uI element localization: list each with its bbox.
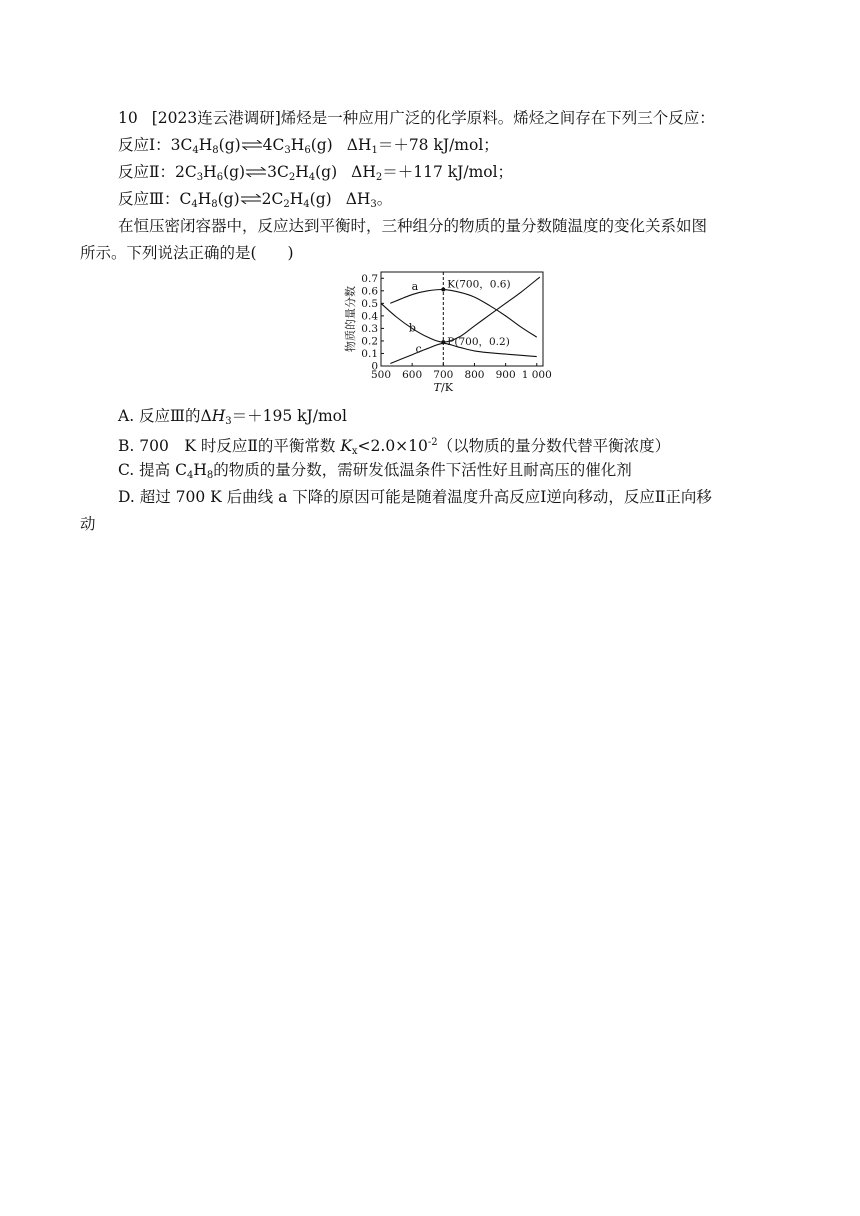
eq-sub: 6 [216, 172, 224, 183]
delta-h-value: ＝＋78 kJ/mol； [377, 136, 499, 154]
y-tick-label: 0.6 [361, 285, 378, 298]
reaction-2 [118, 162, 513, 188]
eq-sub: 2 [283, 199, 290, 210]
eq-sub: 1 [371, 145, 378, 156]
eq-term: 4C [262, 136, 285, 154]
reaction-label: 反应Ⅲ： [118, 190, 180, 208]
eq-term: C [179, 190, 192, 208]
option-b-value: <2.0×10 [357, 437, 428, 455]
eq-sub: 4 [308, 172, 316, 183]
option-c-sub: 4 [186, 470, 194, 481]
question-description-line1: 在恒压密闭容器中，反应达到平衡时，三种组分的物质的量分数随温度的变化关系如图 [118, 217, 708, 235]
option-a-text: A. 反应Ⅲ的Δ [118, 407, 212, 425]
equilibrium-arrow-icon [241, 140, 263, 150]
question-source: [2023连云港调研] [151, 109, 281, 127]
option-c-text: C. 提高 C [118, 461, 187, 479]
option-b-note: （以物质的量分数代替平衡浓度） [437, 437, 671, 455]
series-a-label: a [411, 280, 419, 294]
option-a[interactable] [118, 406, 347, 432]
equilibrium-arrow-icon [240, 194, 262, 204]
eq-sub: 6 [304, 145, 311, 156]
eq-term: (g) [310, 136, 333, 154]
eq-term: 3C [170, 136, 193, 154]
question-header [118, 108, 715, 128]
reaction-label: 反应Ⅱ： [118, 163, 176, 181]
delta-h: ΔH [351, 163, 376, 181]
delta-h-value: 。 [376, 190, 393, 208]
y-tick-label: 0.7 [361, 272, 378, 285]
eq-term: (g) [309, 190, 332, 208]
eq-term: 3C [267, 163, 289, 181]
option-b-exponent: -2 [427, 437, 438, 448]
y-tick-label: 0.2 [361, 335, 378, 348]
option-c-rest: 的物质的量分数，需研发低温条件下活性好且耐高压的催化剂 [213, 461, 632, 479]
question-number: 10 [118, 109, 138, 127]
option-c-text: H [193, 461, 207, 479]
y-tick-label: 0.1 [361, 347, 378, 360]
question-stem: 烯烃是一种应用广泛的化学原料。烯烃之间存在下列三个反应： [280, 109, 715, 127]
equilibrium-arrow-icon [245, 167, 267, 177]
eq-sub: 3 [370, 199, 377, 210]
series-c-label: c [415, 342, 422, 356]
question-description-line2: 所示。下列说法正确的是( ) [80, 244, 294, 262]
delta-h: ΔH [346, 136, 372, 154]
point-p-label: P(700，0.2) [447, 336, 510, 349]
eq-sub: 3 [196, 172, 204, 183]
option-a-value: ＝＋195 kJ/mol [231, 407, 347, 425]
delta-h: ΔH [345, 190, 371, 208]
delta-h-value: ＝＋117 kJ/mol； [382, 163, 514, 181]
x-tick-label: 700 [433, 369, 454, 381]
eq-term: H [289, 190, 304, 208]
option-d-line1[interactable]: D. 超过 700 K 后曲线 a 下降的原因可能是随着温度升高反应Ⅰ逆向移动，反应Ⅱ正向移 [118, 488, 712, 506]
eq-term: (g) [217, 190, 240, 208]
y-tick-label: 0 [371, 360, 378, 373]
x-tick-label: 900 [495, 369, 516, 381]
x-tick-label: 500 [370, 369, 392, 381]
eq-sub: 4 [192, 145, 199, 156]
eq-term: H [290, 136, 305, 154]
option-c-sub: 8 [206, 470, 214, 481]
x-axis-label: T/K [433, 381, 453, 394]
y-tick-label: 0.5 [361, 297, 378, 310]
x-tick-label: 1 000 [521, 369, 552, 381]
y-tick-label: 0.4 [361, 310, 378, 323]
eq-sub: 8 [211, 199, 218, 210]
eq-term: (g) [218, 136, 241, 154]
eq-term: (g) [223, 163, 246, 181]
y-axis-label: 物质的量分数 [344, 286, 357, 352]
reaction-label: 反应Ⅰ： [118, 136, 171, 154]
eq-sub: 2 [288, 172, 296, 183]
eq-sub: 4 [191, 199, 198, 210]
option-b-k: K [340, 437, 352, 455]
mole-fraction-chart [340, 264, 552, 398]
eq-term: 2C [261, 190, 284, 208]
reaction-3 [118, 189, 392, 215]
eq-sub: 3 [284, 145, 291, 156]
reaction-1 [118, 135, 499, 161]
option-a-h: H [211, 407, 226, 425]
series-b-label: b [408, 321, 416, 335]
y-tick-label: 0.3 [361, 322, 378, 335]
option-c[interactable] [118, 460, 632, 486]
eq-sub: 8 [212, 145, 219, 156]
eq-term: H [203, 163, 217, 181]
x-tick-label: 600 [402, 369, 423, 381]
option-b-text: B. 700 K 时反应Ⅱ的平衡常数 [118, 437, 341, 455]
eq-term: H [295, 163, 309, 181]
option-a-sub: 3 [225, 416, 232, 427]
eq-term: H [197, 190, 212, 208]
eq-term: (g) [315, 163, 338, 181]
point-p-marker [441, 340, 445, 344]
eq-term: 2C [175, 163, 197, 181]
point-k-marker [441, 288, 445, 292]
eq-sub: 2 [375, 172, 383, 183]
point-k-label: K(700，0.6) [447, 278, 511, 291]
option-d-line2[interactable]: 动 [80, 515, 96, 533]
eq-sub: 4 [303, 199, 310, 210]
option-b-sub: x [351, 446, 358, 457]
option-b[interactable] [118, 433, 670, 462]
x-tick-label: 800 [464, 369, 485, 381]
eq-term: H [198, 136, 213, 154]
